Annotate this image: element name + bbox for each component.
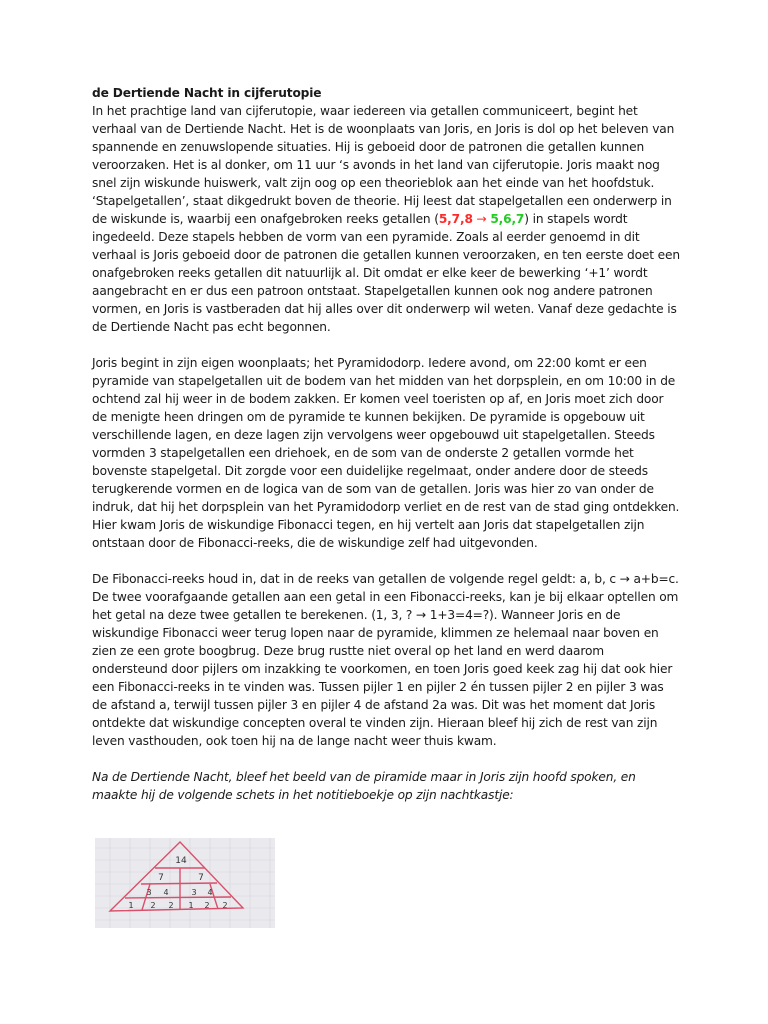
sketch-mid-left: 7 xyxy=(158,873,164,883)
document-title: de Dertiende Nacht in cijferutopie xyxy=(92,86,322,100)
sketch-row3-2: 4 xyxy=(163,888,169,897)
sketch-row4-1: 1 xyxy=(128,901,134,910)
paragraph-3: De Fibonacci-reeks houd in, dat in de reeks van getallen de volgende regel geldt: a, b, c → a+b=c. De twee voorafgaande getallen aan een getal in een Fibonacci-reeks, kan je bij elkaar optellen om het getal na deze twee getallen te berekenen. (1, 3, ? → 1+3=4=?). Wanneer Joris en de wiskundige Fibonacci weer terug lopen naar de pyramide, klimmen ze helemaal naar boven en zien ze een grote boogbrug. Deze brug rustte niet overal op het land en werd daarom ondersteund door pijlers om inzakking te voorkomen, en toen Joris goed keek zag hij dat ook hier een Fibonacci-reeks in te vinden was. Tussen pijler 1 en pijler 2 én tussen pijler 2 en pijler 3 was de afstand a, terwijl tussen pijler 3 en pijler 4 de afstand 2a was. Dit was het moment dat Joris ontdekte dat wiskundige concepten overal te vinden zijn. Hieraan bleef hij zich de rest van zijn leven vasthouden, ook toen hij na de lange nacht weer thuis kwam. xyxy=(92,572,679,748)
sketch-top-number: 14 xyxy=(175,856,187,866)
sketch-row4-5: 2 xyxy=(204,901,210,910)
sketch-row3-4: 4 xyxy=(207,888,213,897)
arrow-symbol: → xyxy=(472,212,491,226)
paragraph-1 xyxy=(92,102,682,336)
paragraph-2: Joris begint in zijn eigen woonplaats; het Pyramidodorp. Iedere avond, om 22:00 komt er een pyramide van stapelgetallen uit de bodem van het midden van het dorpsplein, en om 10:00 in de ochtend zal hij weer in de bodem zakken. Er komen veel toeristen op af, en Joris moet zich door de menigte heen dringen om de pyramide te kunnen bekijken. De pyramide is opgebouw uit verschillende lagen, en deze lagen zijn vervolgens weer opgebouwd uit stapelgetallen. Steeds vormden 3 stapelgetallen een driehoek, en de som van de onderste 2 getallen vormde het bovenste stapelgetal. Dit zorgde voor een duidelijke regelmaat, onder andere door de steeds terugkerende vormen en de logica van de som van de getallen. Joris was hier zo van onder de indruk, dat hij het dorpsplein van het Pyramidodorp verliet en de rest van de stad ging ontdekken. Hier kwam Joris de wiskundige Fibonacci tegen, en hij vertelt aan Joris dat stapelgetallen zijn ontstaan door de Fibonacci-reeks, die de wiskundige zelf had uitgevonden. xyxy=(92,356,680,550)
sketch-row4-4: 1 xyxy=(188,901,194,910)
sketch-row4-2: 2 xyxy=(150,901,156,910)
sketch-row4-6: 2 xyxy=(222,901,228,910)
highlight-green-numbers: 5,6,7 xyxy=(490,212,525,226)
italic-intro: Na de Dertiende Nacht, bleef het beeld van de piramide maar in Joris zijn hoofd spoken, en maakte hij de volgende schets in het notitieboekje op zijn nachtkastje: xyxy=(92,770,636,802)
pyramid-sketch-svg xyxy=(95,838,275,928)
sketch-mid-right: 7 xyxy=(198,873,204,883)
sketch-row3-1: 3 xyxy=(146,888,152,897)
sketch-row3-3: 3 xyxy=(191,888,197,897)
paragraph-1-text-end: ) in stapels wordt ingedeeld. Deze stapels hebben de vorm van een pyramide. Zoals al eerder genoemd in dit verhaal is Joris geboeid door de patronen die getallen kunnen veroorzaken, en ten eerste doet een onafgebroken reeks getallen dit natuurlijk al. Dit omdat er elke keer de bewerking ‘+1’ wordt aangebracht en er dus een patroon ontstaat. Stapelgetallen kunnen ook nog andere patronen vormen, en Joris is vastberaden dat hij alles over dit onderwerp wil weten. Vanaf deze gedachte is de Dertiende Nacht pas echt begonnen. xyxy=(92,212,680,334)
document-body xyxy=(92,84,682,804)
highlight-red-numbers: 5,7,8 xyxy=(438,212,473,226)
paragraph-1-text-start: In het prachtige land van cijferutopie, waar iedereen via getallen communiceert, begint het verhaal van de Dertiende Nacht. Het is de woonplaats van Joris, en Joris is dol op het beleven van spannende en zenuwslopende situaties. Hij is geboeid door de patronen die getallen kunnen veroorzaken. Het is al donker, om 11 uur ‘s avonds in het land van cijferutopie. Joris maakt nog snel zijn wiskunde huiswerk, valt zijn oog op een theorieblok aan het einde van het hoofdstuk. ‘Stapelgetallen’, staat dikgedrukt boven de theorie. Hij leest dat stapelgetallen een onderwerp in de wiskunde is, waarbij een onafgebroken reeks getallen ( xyxy=(92,104,675,226)
pyramid-sketch-image xyxy=(95,838,275,928)
paragraph-4-italic xyxy=(92,768,682,804)
sketch-row4-3: 2 xyxy=(168,901,174,910)
